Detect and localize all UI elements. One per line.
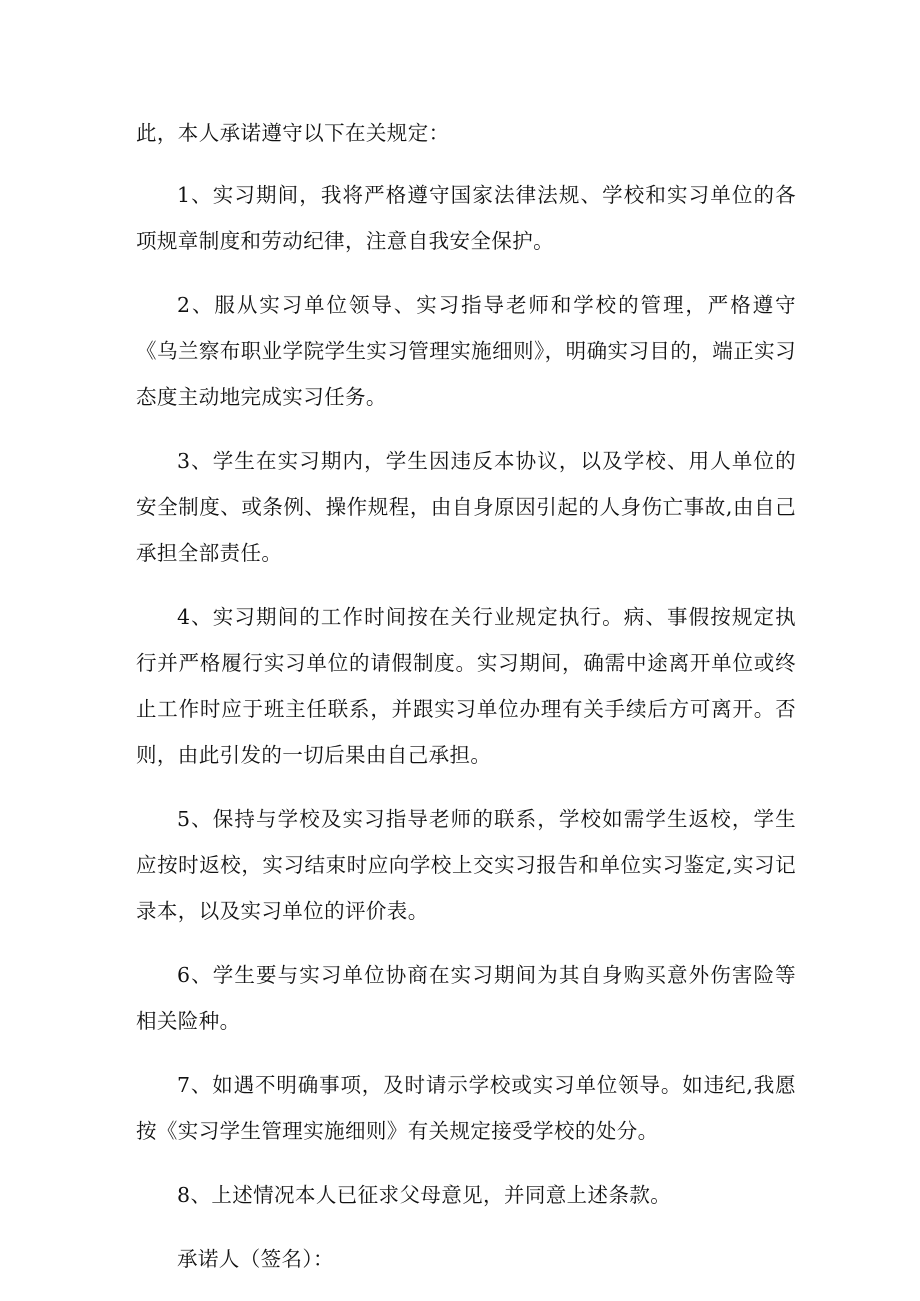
clause-2: 2、服从实习单位领导、实习指导老师和学校的管理，严格遵守《乌兰察布职业学院学生实习管理实施细则》，明确实习目的，端正实习态度主动地完成实习任务。: [136, 293, 796, 409]
clause-8: 8、上述情况本人已征求父母意见，并同意上述条款。: [177, 1183, 672, 1207]
document-body: [136, 110, 796, 1300]
signature-label: 承诺人（签名）：: [177, 1247, 334, 1271]
clause-4: 4、实习期间的工作时间按在关行业规定执行。病、事假按规定执行并严格履行实习单位的请假制度。实习期间，确需中途离开单位或终止工作时应于班主任联系，并跟实习单位办理有关手续后方可离开。否则，由此引发的一切后果由自己承担。: [136, 605, 796, 767]
clause-5: 5、保持与学校及实习指导老师的联系，学校如需学生返校，学生应按时返校，实习结束时应向学校上交实习报告和单位实习鉴定,实习记录本，以及实习单位的评价表。: [136, 807, 796, 923]
clause-7: 7、如遇不明确事项，及时请示学校或实习单位领导。如违纪,我愿按《实习学生管理实施细则》有关规定接受学校的处分。: [136, 1073, 796, 1143]
clause-3: 3、学生在实习期内，学生因违反本协议，以及学校、用人单位的安全制度、或条例、操作规程，由自身原因引起的人身伤亡事故,由自己承担全部责任。: [136, 449, 796, 565]
clause-6: 6、学生要与实习单位协商在实习期间为其自身购买意外伤害险等相关险种。: [136, 963, 796, 1033]
intro-paragraph: 此，本人承诺遵守以下在关规定：: [136, 121, 450, 145]
clause-1: 1、实习期间，我将严格遵守国家法律法规、学校和实习单位的各项规章制度和劳动纪律，注意自我安全保护。: [136, 183, 796, 253]
